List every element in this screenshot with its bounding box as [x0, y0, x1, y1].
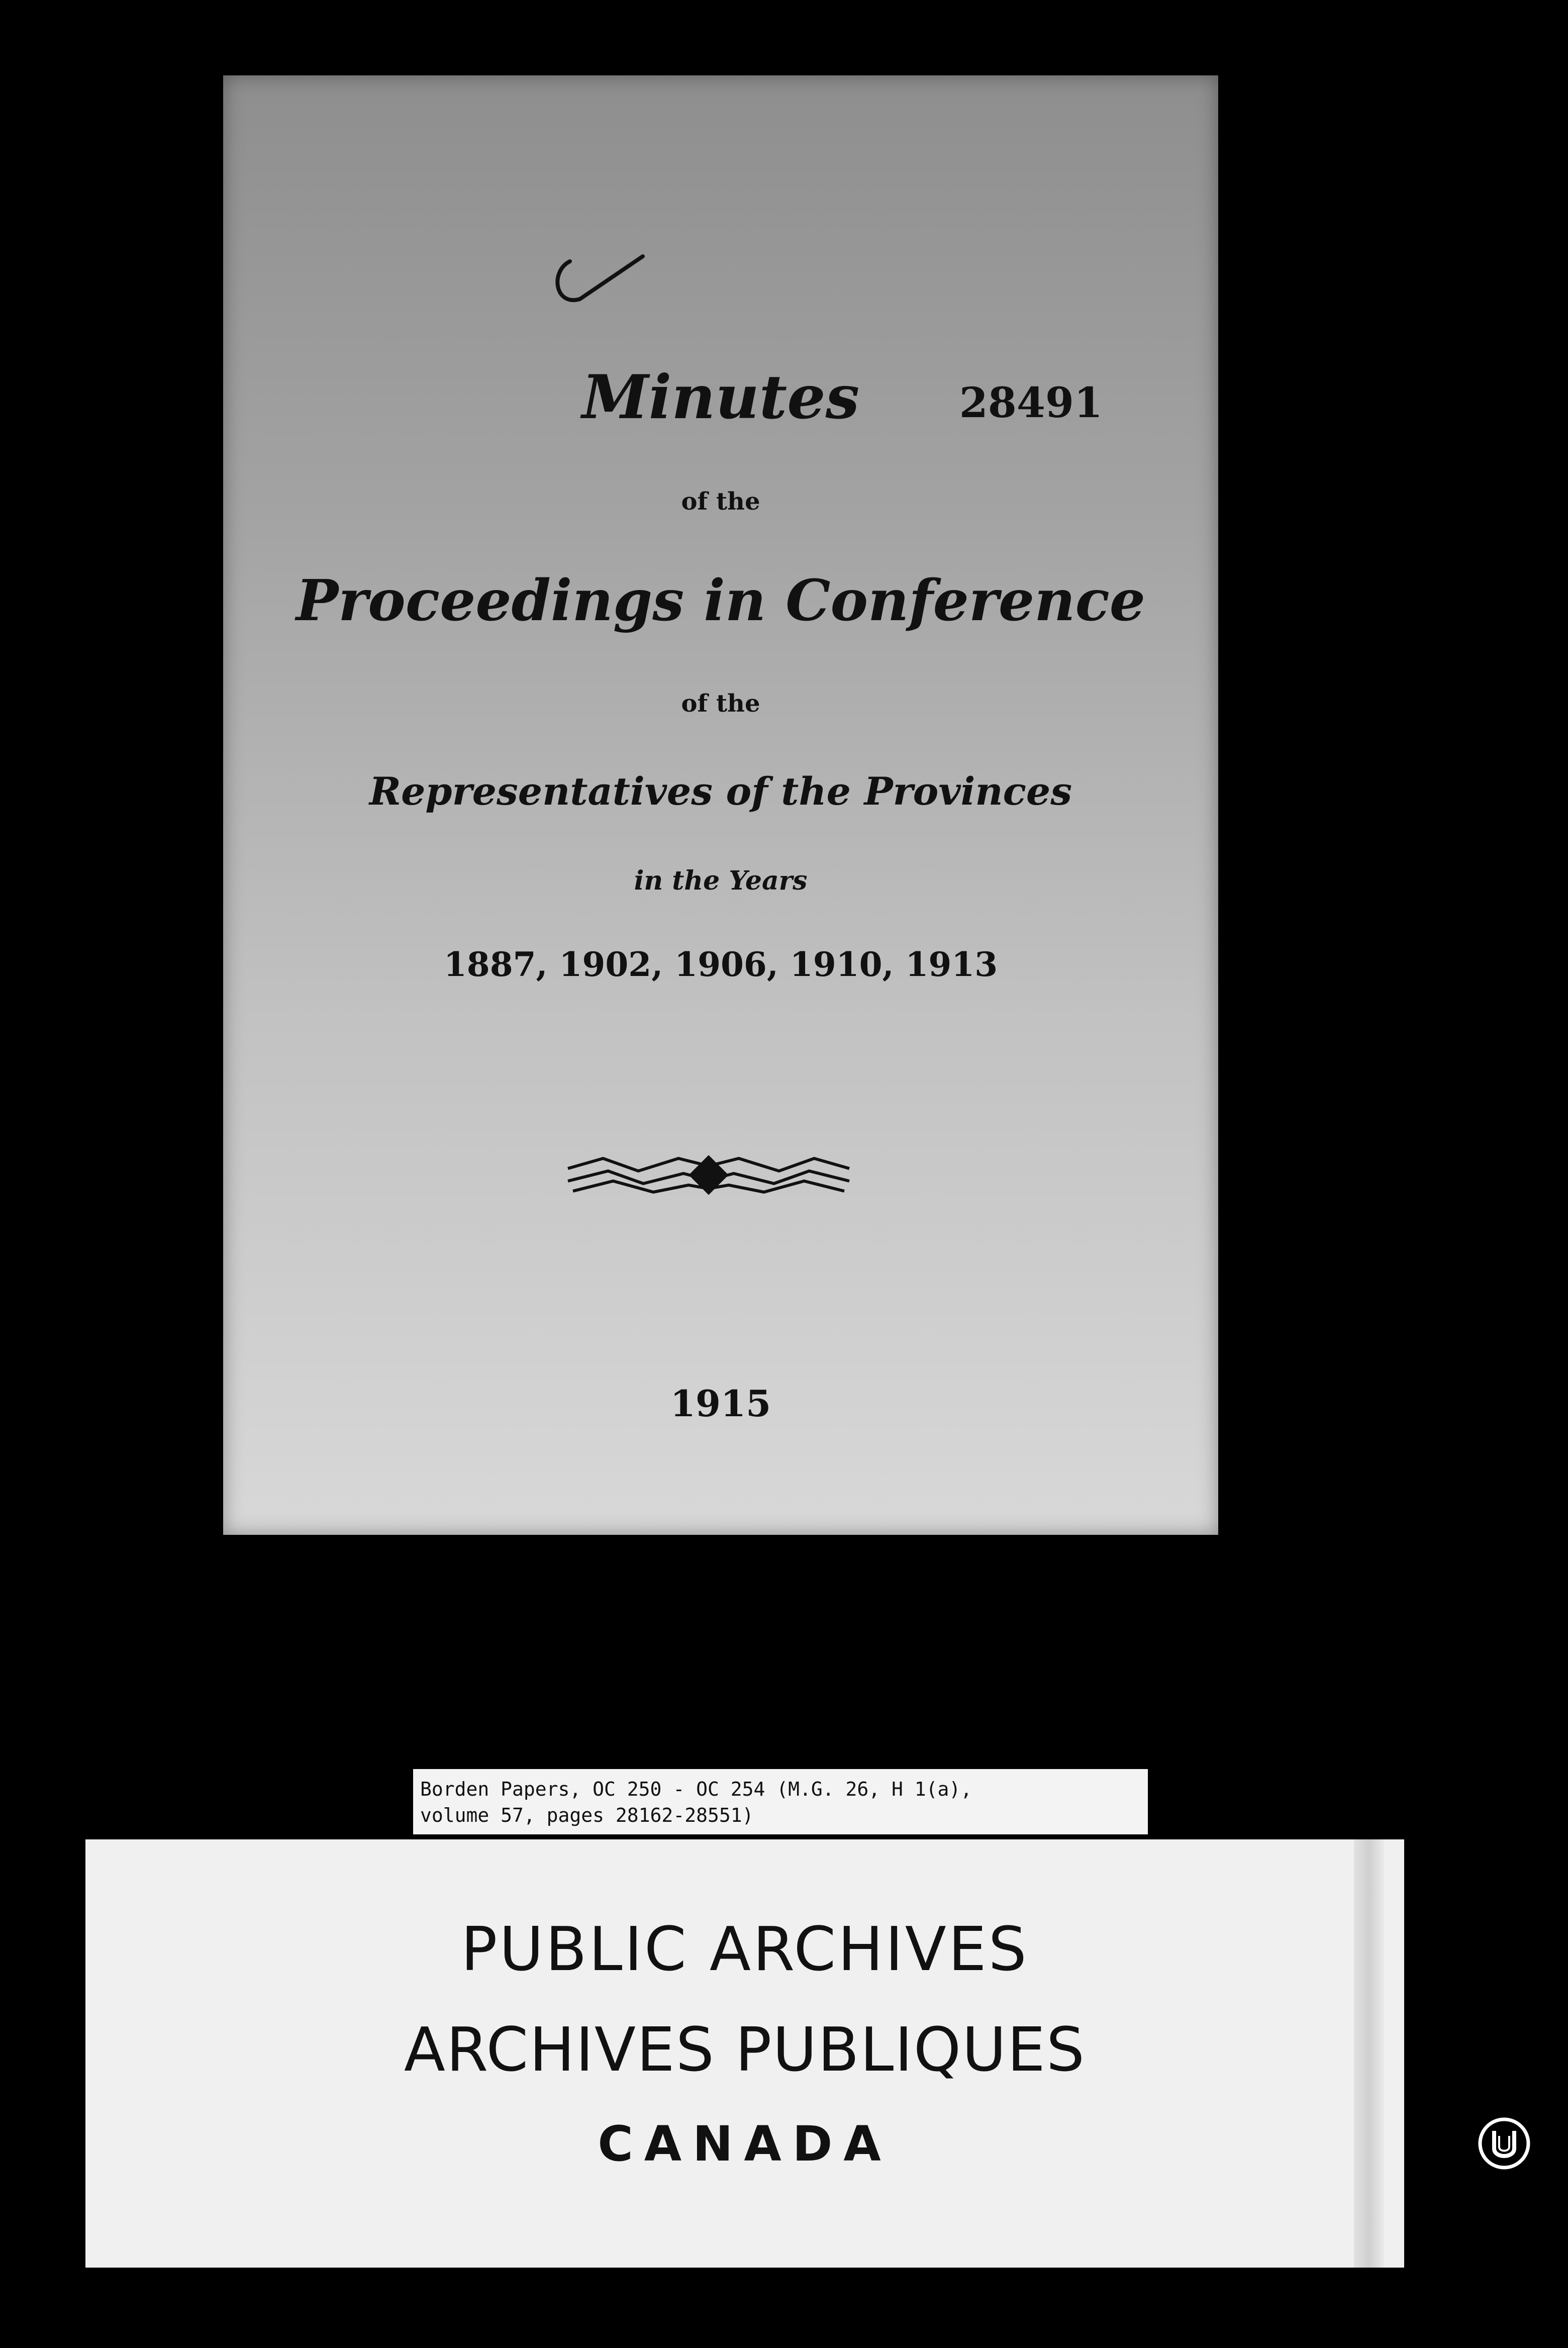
card-line-public-archives: PUBLIC ARCHIVES: [461, 1915, 1029, 1985]
accession-number: 28491: [959, 379, 1103, 427]
card-line-canada: CANADA: [598, 2116, 892, 2172]
slip-line-2: volume 57, pages 28162-28551): [420, 1804, 754, 1826]
handwritten-check-mark: [550, 251, 645, 317]
title-proceedings: Proceedings in Conference: [296, 568, 1146, 634]
conference-years: 1887, 1902, 1906, 1910, 1913: [443, 945, 998, 984]
archives-card: [85, 1839, 1404, 2268]
text-in-the-years: in the Years: [634, 865, 808, 896]
slip-line-1: Borden Papers, OC 250 - OC 254 (M.G. 26, H 1(a),: [420, 1778, 972, 1800]
reference-slip: [413, 1769, 1148, 1834]
card-line-archives-publiques: ARCHIVES PUBLIQUES: [404, 2015, 1086, 2085]
text-of-the-1: of the: [681, 487, 760, 516]
title-representatives: Representatives of the Provinces: [369, 769, 1072, 814]
title-minutes: Minutes: [581, 362, 860, 433]
ornament-divider-icon: [563, 1146, 854, 1201]
microfilm-logo-icon: [1477, 2116, 1532, 2171]
publication-year: 1915: [670, 1382, 771, 1425]
cover-page: [223, 75, 1218, 1535]
text-of-the-2: of the: [681, 690, 760, 718]
